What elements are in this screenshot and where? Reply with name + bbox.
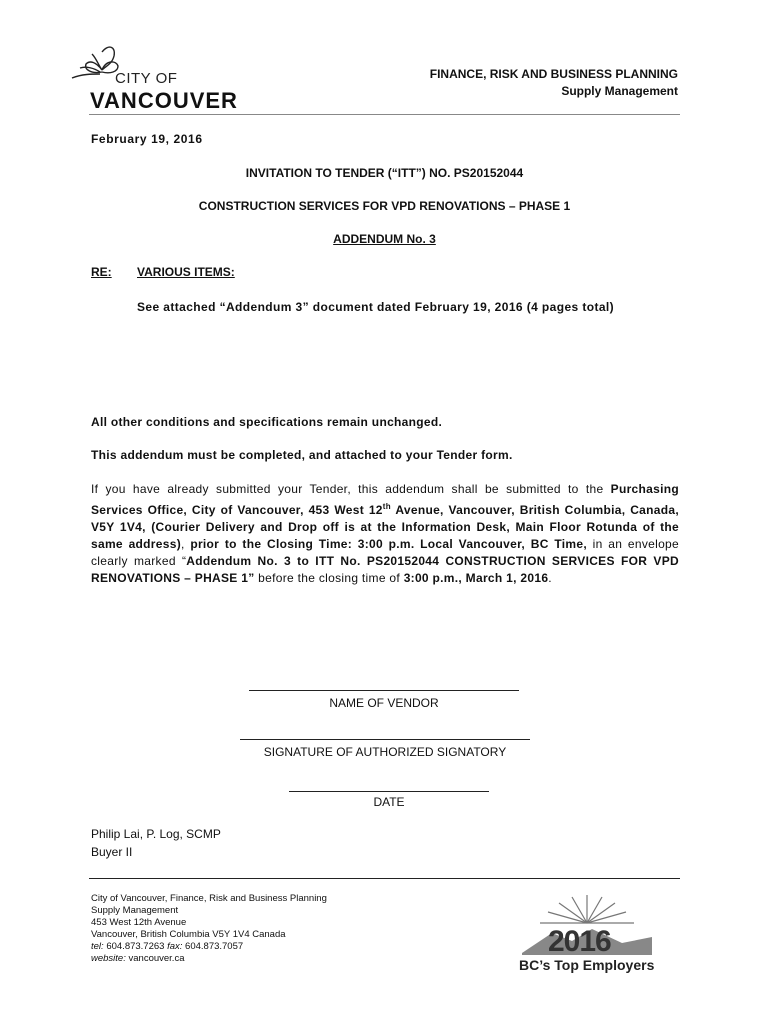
- department-heading: [430, 66, 678, 100]
- itt-title: INVITATION TO TENDER (“ITT”) NO. PS20152044: [245, 166, 524, 180]
- footer-divider: [89, 878, 680, 879]
- footer-address: [91, 893, 327, 965]
- tel-number: 604.873.7263: [106, 941, 165, 952]
- completion-instruction: This addendum must be completed, and attached to your Tender form.: [91, 448, 513, 462]
- date-line[interactable]: [289, 791, 489, 792]
- website-link[interactable]: vancouver.ca: [128, 953, 185, 964]
- footer-website: [91, 953, 327, 965]
- logo-city-of: CITY OF: [115, 70, 178, 87]
- submission-paragraph: [91, 481, 679, 587]
- vendor-name-line[interactable]: [249, 690, 519, 691]
- para-text: before the closing time of: [254, 571, 404, 585]
- addendum-title: ADDENDUM No. 3: [333, 232, 436, 246]
- buyer-name: Philip Lai, P. Log, SCMP: [91, 827, 221, 841]
- header-divider: [89, 114, 680, 115]
- see-attached-note: See attached “Addendum 3” document dated February 19, 2016 (4 pages total): [137, 300, 615, 314]
- para-deadline: 3:00 p.m., March 1, 2016: [403, 571, 549, 585]
- fax-number: 604.873.7057: [185, 941, 244, 952]
- tel-label: tel:: [91, 941, 104, 952]
- para-text: ,: [181, 537, 191, 551]
- footer-line: Supply Management: [91, 905, 179, 916]
- department-name: FINANCE, RISK AND BUSINESS PLANNING: [429, 67, 678, 81]
- para-closing-time: prior to the Closing Time: 3:00 p.m. Local Vancouver, BC Time,: [190, 537, 587, 551]
- award-year: 2016: [548, 925, 611, 958]
- logo-vancouver: VANCOUVER: [90, 88, 238, 113]
- website-label: website:: [91, 953, 126, 964]
- footer-line: Vancouver, British Columbia V5Y 1V4 Canada: [91, 929, 286, 940]
- buyer-title: Buyer II: [91, 845, 133, 859]
- vendor-name-label: NAME OF VENDOR: [329, 696, 439, 710]
- footer-line: City of Vancouver, Finance, Risk and Business Planning: [91, 893, 327, 904]
- re-label: RE:: [91, 265, 112, 279]
- department-division: Supply Management: [561, 84, 678, 98]
- para-text: If you have already submitted your Tender, this addendum shall be submitted to the: [91, 482, 611, 496]
- para-text: in an envelope clearly marked “: [91, 537, 679, 568]
- buyer-block: [91, 825, 221, 861]
- para-address: Purchasing Services Office, City of Vancouver, 453 West 12: [91, 482, 679, 517]
- para-envelope-marking: Addendum No. 3 to ITT No. PS20152044 CONSTRUCTION SERVICES FOR VPD RENOVATIONS – PHASE 1”: [91, 554, 679, 585]
- conditions-statement: All other conditions and specifications remain unchanged.: [91, 415, 443, 429]
- para-address-cont: Avenue, Vancouver, British Columbia, Canada, V5Y 1V4, (Courier Delivery and Drop off is at the Information Desk, Main Floor Rotunda of the same address): [91, 503, 679, 551]
- signature-line[interactable]: [240, 739, 530, 740]
- project-title: CONSTRUCTION SERVICES FOR VPD RENOVATIONS – PHASE 1: [198, 199, 571, 213]
- footer-line: 453 West 12th Avenue: [91, 917, 187, 928]
- award-title: BC’s Top Employers: [519, 957, 655, 973]
- re-subject: VARIOUS ITEMS:: [137, 265, 235, 279]
- para-superscript: th: [382, 502, 391, 511]
- fax-label: fax:: [167, 941, 183, 952]
- signature-label: SIGNATURE OF AUTHORIZED SIGNATORY: [263, 745, 507, 759]
- letter-date: February 19, 2016: [91, 132, 203, 146]
- para-text: .: [548, 571, 552, 585]
- date-label: DATE: [373, 795, 405, 809]
- footer-phone: [91, 941, 327, 953]
